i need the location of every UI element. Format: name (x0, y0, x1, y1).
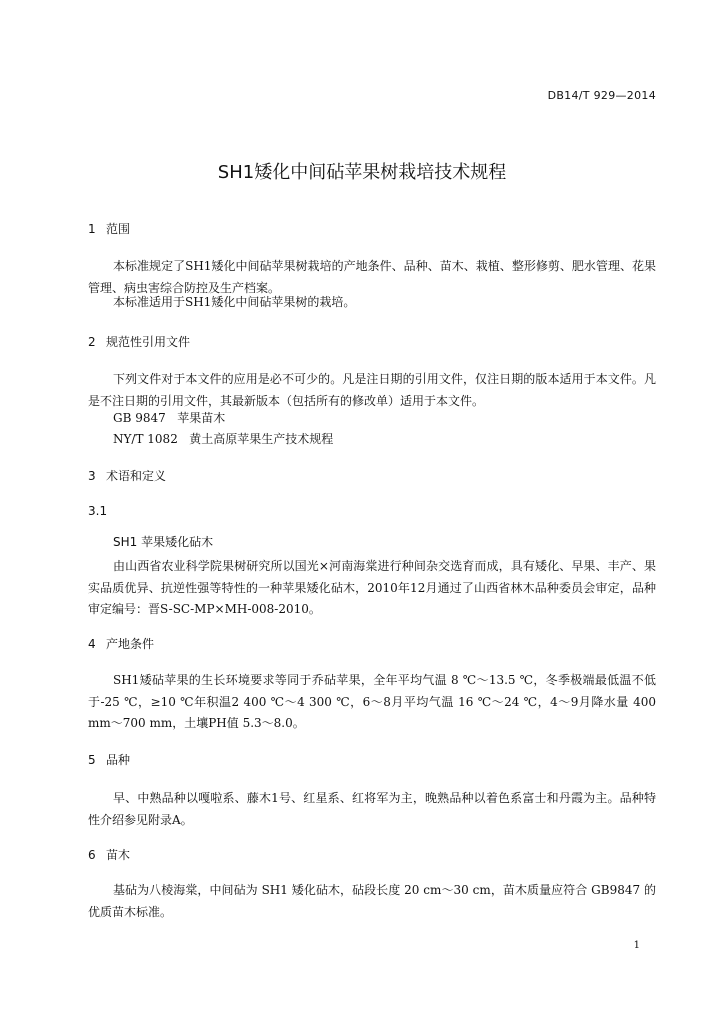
document-title: SH1矮化中间砧苹果树栽培技术规程 (217, 162, 507, 183)
section-number: 6 (88, 848, 96, 862)
term-title: SH1 苹果矮化砧木 (113, 535, 214, 549)
paragraph: SH1矮砧苹果的生长环境要求等同于乔砧苹果，全年平均气温 8 ℃～13.5 ℃，冬季极端最低温不低于-25 ℃，≥10 ℃年积温2 400 ℃～4 300 ℃，6～8月平均气温 16 ℃～24 ℃，4～9月降水量 400 mm～700 mm，土壤PH值 5.3～8.0。 (88, 673, 656, 730)
section-number: 3 (88, 469, 96, 483)
section-heading-3 (88, 467, 166, 484)
section-heading-2 (88, 333, 190, 350)
section-title: 品种 (106, 753, 131, 767)
section-title: 规范性引用文件 (106, 335, 191, 349)
paragraph: 本标准规定了SH1矮化中间砧苹果树栽培的产地条件、品种、苗木、栽植、整形修剪、肥水管理、花果管理、病虫害综合防控及生产档案。 (88, 259, 656, 295)
section-title: 苗木 (106, 848, 131, 862)
section-number: 2 (88, 335, 96, 349)
section-heading-5 (88, 751, 130, 768)
section-heading-6 (88, 846, 130, 863)
section-number: 1 (88, 222, 96, 236)
section-heading-1 (88, 220, 130, 237)
reference-item: GB 9847 苹果苗木 (113, 411, 226, 425)
section-number: 5 (88, 753, 96, 767)
page-number: 1 (633, 940, 640, 951)
section-title: 范围 (106, 222, 131, 236)
reference-item: NY/T 1082 黄土高原苹果生产技术规程 (113, 432, 334, 446)
paragraph: 早、中熟品种以嘎啦系、藤木1号、红星系、红将军为主，晚熟品种以着色系富士和丹霞为主。品种特性介绍参见附录A。 (88, 791, 656, 827)
paragraph: 下列文件对于本文件的应用是必不可少的。凡是注日期的引用文件，仅注日期的版本适用于本文件。凡是不注日期的引用文件，其最新版本（包括所有的修改单）适用于本文件。 (88, 372, 656, 408)
subsection-number: 3.1 (88, 504, 108, 518)
paragraph: 本标准适用于SH1矮化中间砧苹果树的栽培。 (113, 295, 356, 309)
document-code: DB14/T 929—2014 (547, 89, 656, 102)
paragraph: 基砧为八棱海棠，中间砧为 SH1 矮化砧木，砧段长度 20 cm～30 cm，苗木质量应符合 GB9847 的优质苗木标准。 (88, 883, 656, 919)
section-number: 4 (88, 637, 96, 651)
section-title: 产地条件 (106, 637, 155, 651)
section-title: 术语和定义 (106, 469, 167, 483)
section-heading-4 (88, 635, 154, 652)
paragraph: 由山西省农业科学院果树研究所以国光×河南海棠进行种间杂交选育而成，具有矮化、早果、丰产、果实品质优异、抗逆性强等特性的一种苹果矮化砧木，2010年12月通过了山西省林木品种委员会审定，品种审定编号：晋S-SC-MP×MH-008-2010。 (88, 559, 656, 616)
